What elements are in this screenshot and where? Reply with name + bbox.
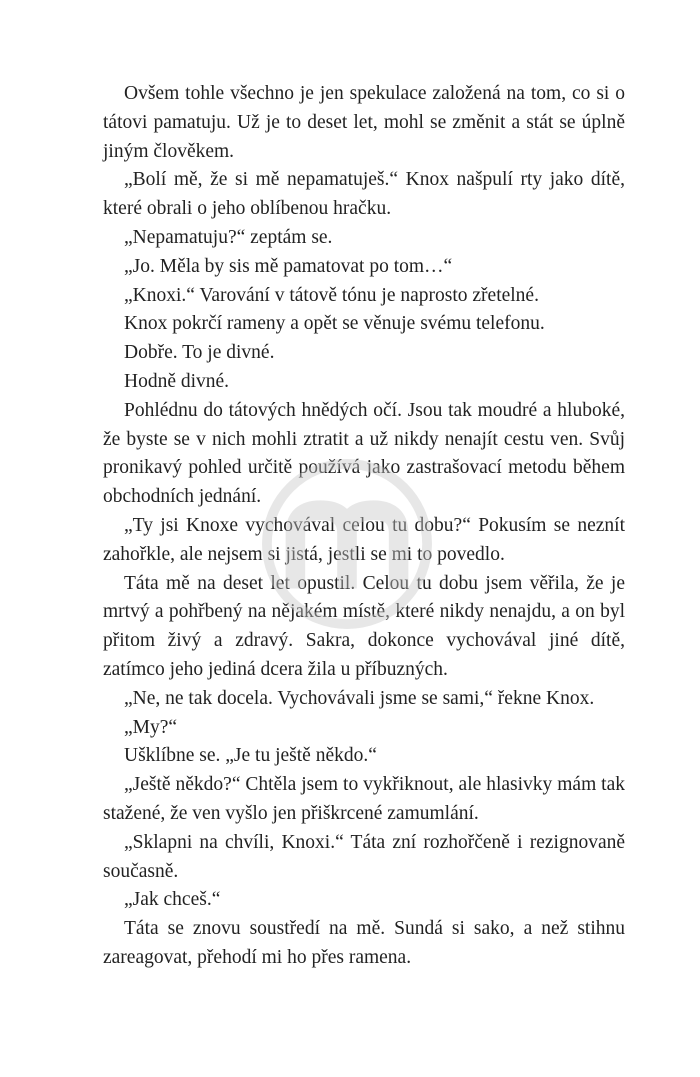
paragraph: „Ne, ne tak docela. Vychovávali jsme se sami,“ řekne Knox. bbox=[124, 687, 595, 709]
paragraph: „My?“ bbox=[124, 716, 178, 738]
paragraph: „Knoxi.“ Varování v tátově tónu je naprosto zřetelné. bbox=[124, 284, 539, 306]
paragraph: Táta mě na deset let opustil. Celou tu dobu jsem věřila, že je mrtvý a pohřbený na nějakém místě, které nikdy nenajdu, a on byl přitom živý a zdravý. Sakra, dokonce vychovával jiné dítě, zatímco jeho jediná dcera žila u příbuzných. bbox=[103, 572, 625, 680]
paragraph: „Ty jsi Knoxe vychovával celou tu dobu?“ Pokusím se neznít zahořkle, ale nejsem si jistá, jestli se mi to povedlo. bbox=[103, 514, 625, 565]
paragraph: Pohlédnu do tátových hnědých očí. Jsou tak moudré a hluboké, že byste se v nich mohli ztratit a už nikdy nenajít cestu ven. Svůj pronikavý pohled určitě používá jako zastrašovací metodu během obchodních jednání. bbox=[103, 399, 625, 508]
body-text bbox=[103, 80, 625, 973]
paragraph: „Ještě někdo?“ Chtěla jsem to vykřiknout, ale hlasivky mám tak stažené, že ven vyšlo jen přiškrcené zamumlání. bbox=[103, 774, 625, 824]
paragraph: Hodně divné. bbox=[124, 370, 230, 392]
paragraph: „Jo. Měla by sis mě pamatovat po tom…“ bbox=[124, 255, 453, 277]
paragraph: Ušklíbne se. „Je tu ještě někdo.“ bbox=[124, 745, 377, 767]
paragraph: Ovšem tohle všechno je jen spekulace založená na tom, co si o tátovi pamatuju. Už je to deset let, mohl se změnit a stát se úplně jiným člověkem. bbox=[103, 83, 625, 162]
paragraph: „Sklapni na chvíli, Knoxi.“ Táta zní rozhořčeně i rezignovaně současně. bbox=[103, 831, 625, 882]
paragraph: Knox pokrčí rameny a opět se věnuje svému telefonu. bbox=[124, 313, 545, 335]
paragraph: Táta se znovu soustředí na mě. Sundá si sako, a než stihnu zareagovat, přehodí mi ho přes ramena. bbox=[103, 918, 625, 968]
paragraph: „Bolí mě, že si mě nepamatuješ.“ Knox našpulí rty jako dítě, které obrali o jeho oblíbenou hračku. bbox=[103, 169, 625, 220]
paragraph: „Nepamatuju?“ zeptám se. bbox=[124, 226, 333, 248]
paragraph: „Jak chceš.“ bbox=[124, 889, 221, 911]
paragraph: Dobře. To je divné. bbox=[124, 342, 275, 364]
